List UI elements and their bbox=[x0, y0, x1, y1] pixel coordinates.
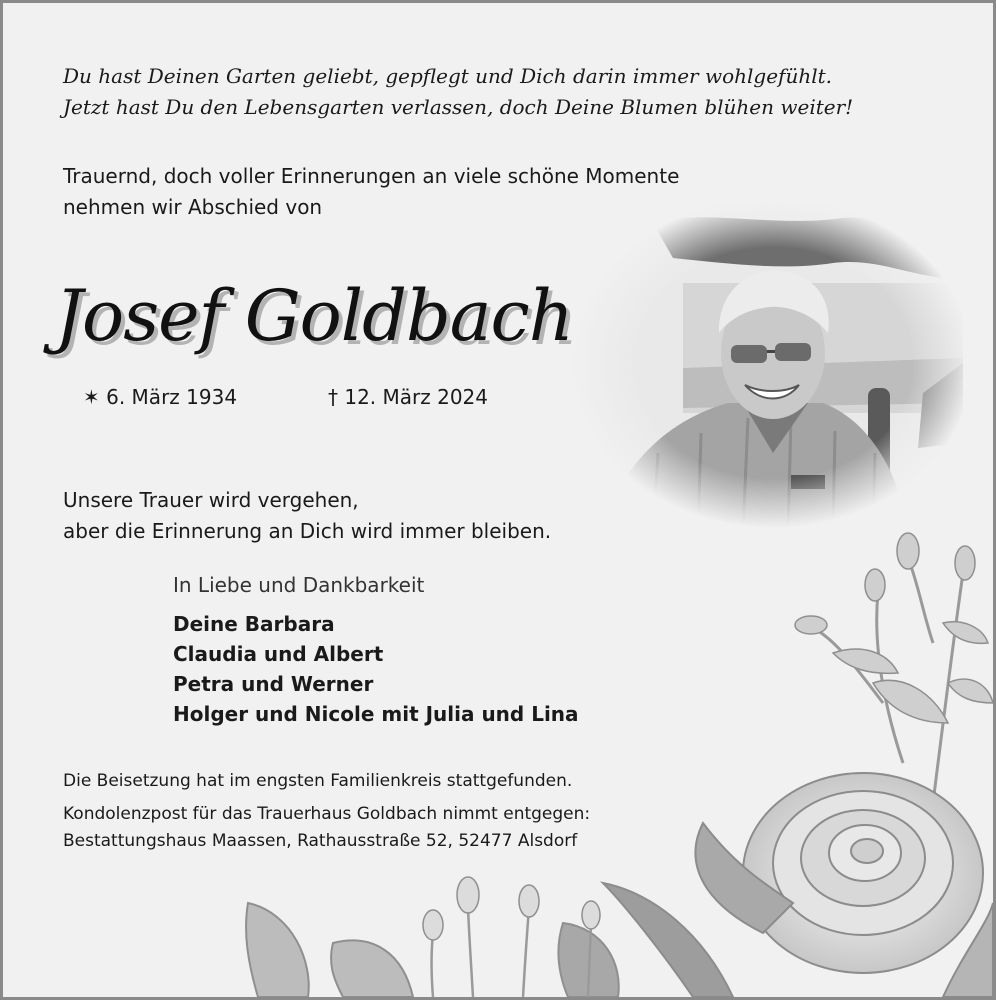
intro-line: nehmen wir Abschied von bbox=[63, 195, 323, 219]
verse-line: aber die Erinnerung an Dich wird immer bleiben. bbox=[63, 519, 552, 543]
motto-line: Jetzt hast Du den Lebensgarten verlassen, doch Deine Blumen blühen weiter! bbox=[63, 95, 854, 119]
birth-date: ✶ 6. März 1934 bbox=[83, 385, 238, 409]
deceased-name: Josef Goldbach bbox=[55, 275, 573, 357]
family-member: Petra und Werner bbox=[173, 672, 374, 696]
verse bbox=[63, 485, 551, 547]
family-member: Claudia und Albert bbox=[173, 642, 384, 666]
funeral-notice bbox=[63, 768, 590, 855]
family-member: Deine Barbara bbox=[173, 612, 335, 636]
intro-line: Trauernd, doch voller Erinnerungen an viele schöne Momente bbox=[63, 164, 680, 188]
portrait-photo-icon bbox=[523, 203, 963, 533]
notice-burial: Die Beisetzung hat im engsten Familienkreis stattgefunden. bbox=[63, 771, 573, 791]
family-block bbox=[173, 573, 579, 729]
notice-condolence: Kondolenzpost für das Trauerhaus Goldbach nimmt entgegen: bbox=[63, 804, 591, 824]
motto-line: Du hast Deinen Garten geliebt, gepflegt und Dich darin immer wohlgefühlt. bbox=[63, 64, 832, 88]
notice-address: Bestattungshaus Maassen, Rathausstraße 52, 52477 Alsdorf bbox=[63, 831, 578, 851]
family-lead: In Liebe und Dankbarkeit bbox=[173, 573, 425, 597]
verse-line: Unsere Trauer wird vergehen, bbox=[63, 488, 359, 512]
intro-text bbox=[63, 161, 679, 223]
family-member: Holger und Nicole mit Julia und Lina bbox=[173, 702, 579, 726]
death-date: † 12. März 2024 bbox=[328, 385, 489, 409]
motto bbox=[63, 61, 853, 123]
